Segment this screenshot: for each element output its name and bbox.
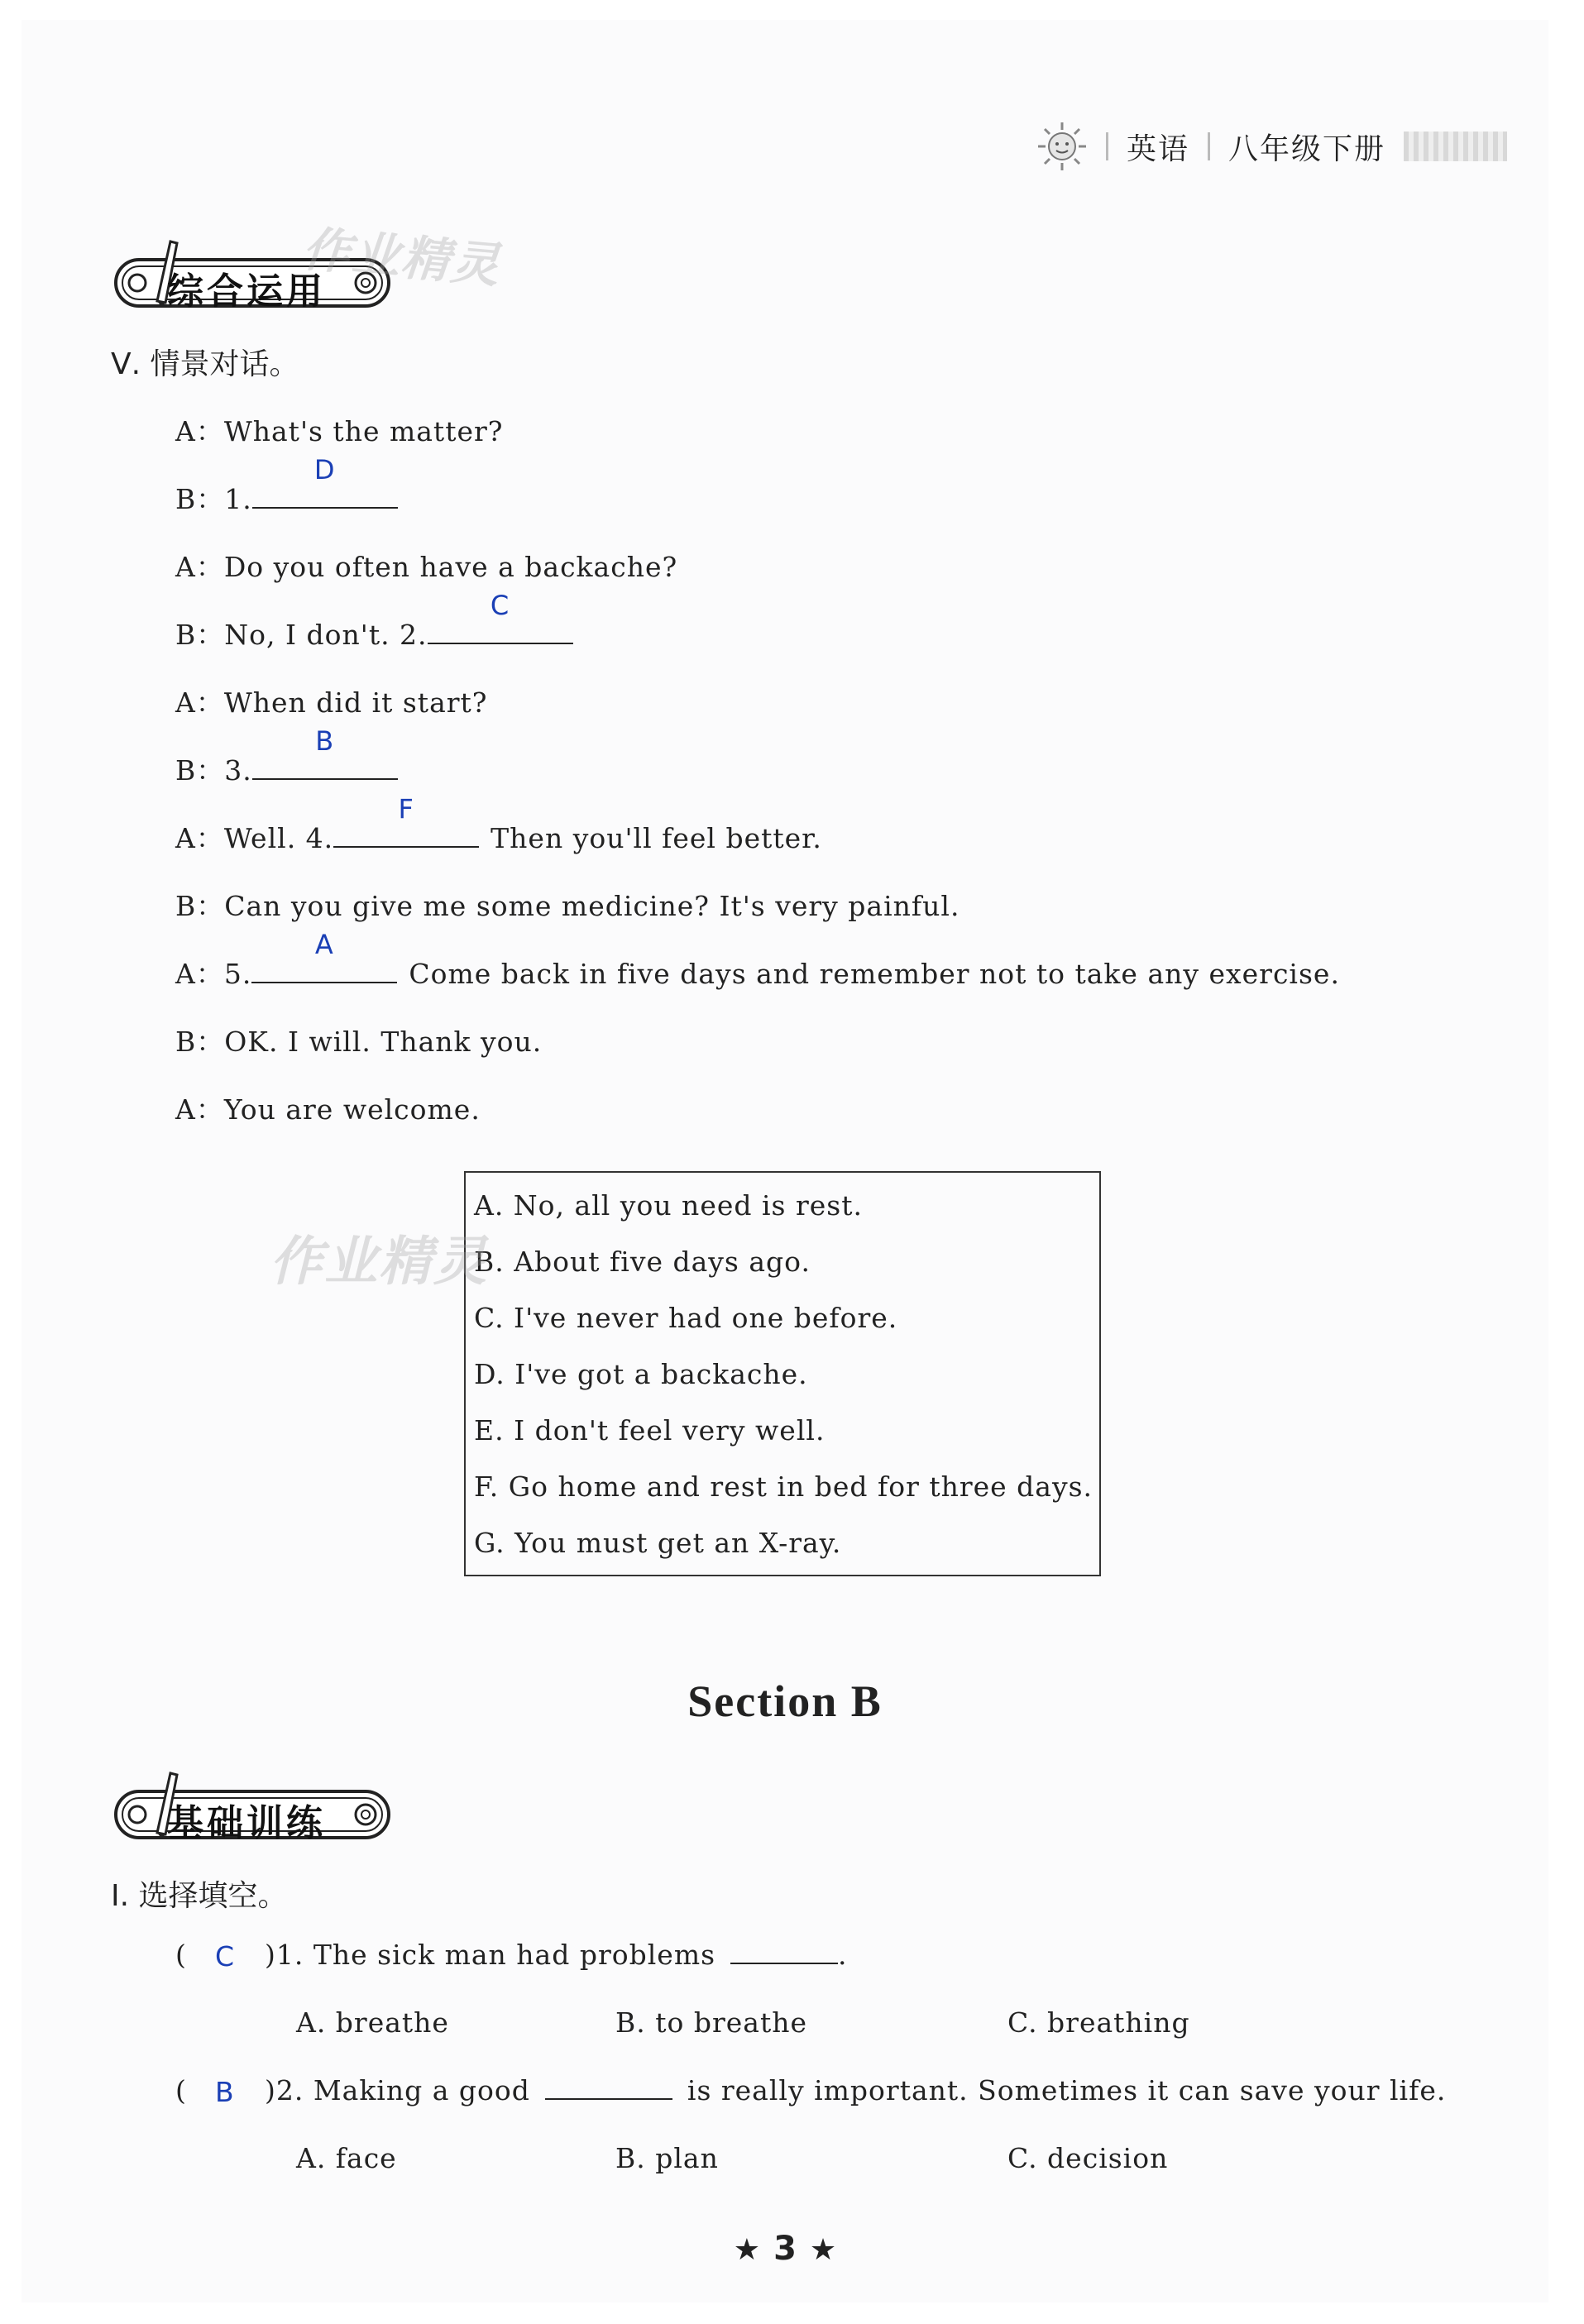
watermark: 作业精灵 (270, 1231, 488, 1293)
dialogue-line-2 (175, 454, 398, 517)
page-header (1036, 117, 1507, 175)
dialogue-line-4 (175, 590, 573, 653)
dialogue-line-8: B：Can you give me some medicine? It's very painful. (175, 890, 960, 922)
dialogue-line-3: A：Do you often have a backache? (175, 551, 678, 583)
workbook-page (22, 20, 1548, 2302)
choice-1c: C. breathing (1007, 2006, 1190, 2039)
dialogue-line-text: Then you'll feel better. (491, 822, 822, 854)
subject-label: 英语 (1126, 132, 1189, 166)
question-stem: )1. The sick man had problems (265, 1939, 716, 1971)
question-1 (175, 1939, 848, 1971)
question-stem: )2. Making a good (265, 2074, 530, 2106)
choice-1a: A. breathe (296, 2006, 449, 2039)
choice-1b: B. to breathe (615, 2006, 807, 2039)
answer-3: B (315, 725, 335, 757)
star-icon: ★ (809, 2233, 837, 2267)
grade-label: 八年级下册 (1227, 132, 1385, 166)
option-f: F. Go home and rest in bed for three days. (474, 1470, 1093, 1503)
dialogue-line-text: Come back in five days and remember not to take any exercise. (409, 958, 1340, 990)
dialogue-line-text: B：No, I don't. 2. (175, 619, 428, 651)
answer-4: F (398, 793, 414, 825)
banner-title: 综合运用 (167, 270, 326, 313)
choice-2b: B. plan (615, 2142, 719, 2174)
banner-title: 基础训练 (167, 1802, 326, 1844)
sun-icon (1036, 121, 1088, 172)
question-title-v: Ⅴ. 情景对话。 (111, 347, 299, 381)
section-title: Section B (687, 1676, 883, 1726)
dialogue-line-9 (175, 929, 1340, 992)
mc-answer-1: C (215, 1940, 236, 1973)
answer-paren-1[interactable]: ( C (175, 1939, 236, 1973)
banner-basic-training (104, 1768, 402, 1848)
answer-5: A (314, 929, 334, 960)
answer-paren-2[interactable]: ( B (175, 2074, 235, 2108)
page-footer (22, 2230, 1548, 2268)
question-title-i: Ⅰ. 选择填空。 (111, 1879, 288, 1913)
dialogue-line-text: B：1. (175, 483, 252, 515)
dialogue-line-1: A：What's the matter? (175, 415, 504, 447)
header-divider (1208, 132, 1210, 160)
option-d: D. I've got a backache. (474, 1358, 808, 1390)
choice-2a: A. face (296, 2142, 397, 2174)
star-icon: ★ (733, 2233, 761, 2267)
dialogue-line-7 (175, 793, 822, 856)
mc-answer-2: B (215, 2076, 235, 2108)
answer-blank-3[interactable] (252, 725, 398, 780)
answer-blank-4[interactable] (333, 793, 479, 848)
dialogue-line-6 (175, 725, 398, 788)
question-blank (545, 2077, 672, 2100)
dialogue-line-text: A：5. (175, 958, 252, 990)
question-end: . (838, 1939, 848, 1971)
question-2 (175, 2074, 1446, 2106)
question-blank (730, 1941, 838, 1964)
option-g: G. You must get an X-ray. (474, 1527, 842, 1559)
dialogue-line-5: A：When did it start? (175, 686, 488, 719)
header-decoration (1404, 132, 1507, 161)
header-divider (1106, 132, 1108, 160)
option-c: C. I've never had one before. (474, 1302, 898, 1334)
answer-1: D (313, 454, 336, 485)
watermark: 作业精灵 (300, 220, 504, 294)
answer-blank-5[interactable] (251, 929, 397, 983)
page-number: 3 (773, 2230, 797, 2268)
dialogue-line-text: A：Well. 4. (175, 822, 334, 854)
answer-2: C (490, 590, 510, 621)
question-end: is really important. Sometimes it can save your life. (687, 2074, 1447, 2106)
choice-2c: C. decision (1007, 2142, 1169, 2174)
options-box (464, 1171, 1101, 1576)
option-a: A. No, all you need is rest. (474, 1189, 863, 1222)
dialogue-line-10: B：OK. I will. Thank you. (175, 1026, 543, 1058)
option-b: B. About five days ago. (474, 1246, 811, 1278)
dialogue-line-text: B：3. (175, 754, 252, 787)
answer-blank-1[interactable] (252, 454, 398, 509)
option-e: E. I don't feel very well. (474, 1414, 825, 1447)
answer-blank-2[interactable] (428, 590, 573, 644)
dialogue-line-11: A：You are welcome. (175, 1093, 481, 1126)
